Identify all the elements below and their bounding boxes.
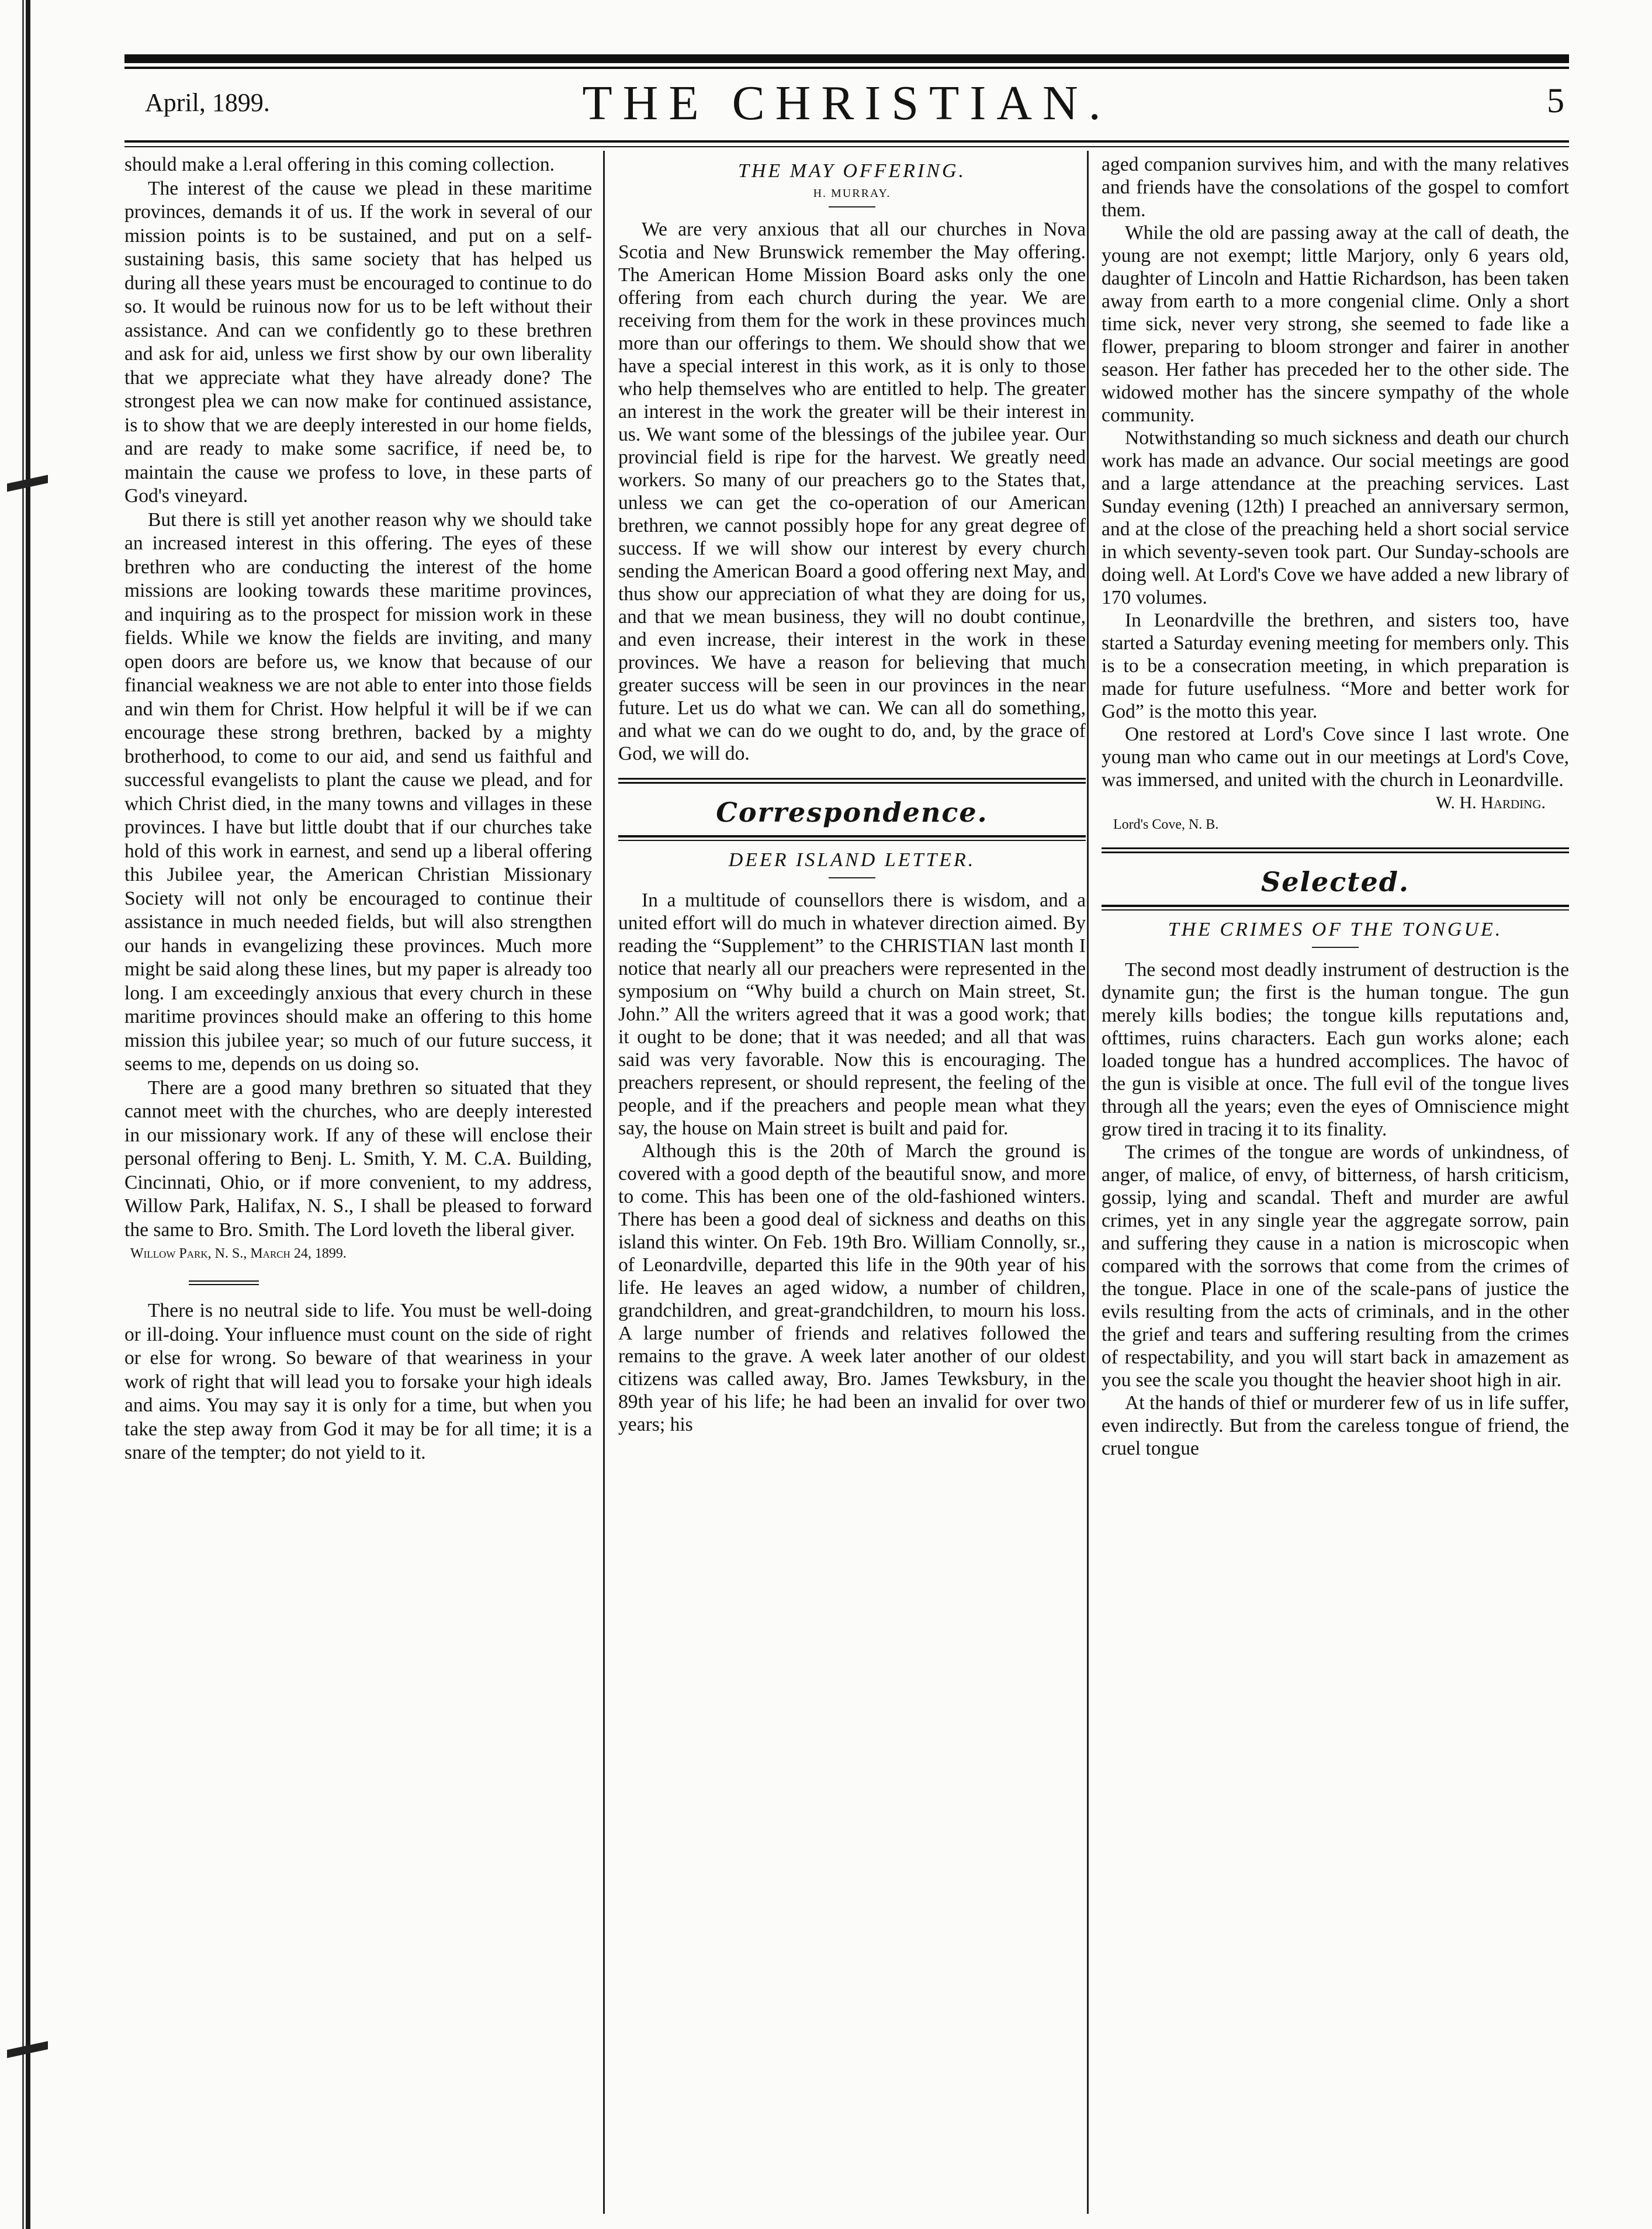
- paragraph: Although this is the 20th of March the ground is covered with a good depth of the beautiful snow, and more to come. This has been one of the old-fashioned winters. There has been a good deal of sickness and deaths on this island this winter. On Feb. 19th Bro. William Connolly, sr., of Leonardville, departed this life in the 90th year of his life. He leaves an aged widow, a number of children, grandchildren, and great-grandchildren, to mourn his loss. A large number of friends and relatives followed the remains to the grave. A week later another of our oldest citizens was called away, Bro. James Tewksbury, in the 89th year of his life; he had been an invalid for over two years; his: [618, 1140, 1086, 1435]
- section-rule-thin: [1102, 909, 1569, 911]
- page-binding-edge: [5, 0, 63, 2229]
- closing-paragraph: There is no neutral side to life. You must be well-doing or ill-doing. Your influence must count on the side of right or else for wrong. So beware of that weariness in your work of right that will lead you to forsake your high ideals and aims. You may say it is only for a time, but when you take the step away from God it may be for all time; it is a snare of the tempter; do not yield to it.: [124, 1300, 592, 1463]
- column-divider: [1087, 151, 1089, 2214]
- paragraph: We are very anxious that all our churches in Nova Scotia and New Brunswick remember the May offering. The American Home Mission Board asks only the one offering from each church during the year. We are receiving from them for the work in these provinces much more than our offerings to them. We should show that we have a special interest in this work, as it is only to those who help themselves who are entitled to help. The greater an interest in the work the greater will be their interest in us. We want some of the blessings of the jubilee year. Our provincial field is ripe for the harvest. We greatly need workers. So many of our preachers go to the States that, unless we can get the co-operation of our American brethren, we cannot possibly hope for any great degree of success. If we will show our interest by every church sending the American Board a good offering next May, and thus show our appreciation of what they are doing for us, and that we mean business, they will no doubt continue, and even increase, their interest in the work in these provinces. We have a reason for believing that much greater success will be seen in our provinces in the near future. Let us do what we can. We can all do something, and what we can do we ought to do, and, by the grace of God, we will do.: [618, 219, 1086, 764]
- paragraph: In a multitude of counsellors there is wisdom, and a united effort will do much in whatever direction aimed. By reading the “Supplement” to the CHRISTIAN last month I notice that nearly all our preachers were represented in the symposium on “Why build a church on Main street, St. John.” All the writers agreed that it was a good work; that it ought to be done; that it was needed; and all that was said was very favorable. Now this is encouraging. The preachers represent, or should represent, the feeling of the people, and if the preachers and people mean what they say, the house on Main street is built and paid for.: [618, 889, 1086, 1139]
- paragraph: At the hands of thief or murderer few of us in life suffer, even indirectly. But from the careless tongue of friend, the cruel tongue: [1102, 1392, 1569, 1459]
- masthead-rule-bottom-thin: [124, 146, 1569, 147]
- section-rule: [1102, 905, 1569, 907]
- section-rule: [618, 835, 1086, 837]
- paragraph: Notwithstanding so much sickness and death our church work has made an advance. Our social meetings are good and a large attendance at the preaching services. Last Sunday evening (12th) I preached an anniversary sermon, and at the close of the preaching held a short social service in which seventy-seven took part. Our Sunday-schools are doing well. At Lord's Cove we have added a new library of 170 volumes.: [1102, 427, 1569, 608]
- masthead: [124, 75, 1569, 136]
- paragraph: One restored at Lord's Cove since I last wrote. One young man who came out in our meetings at Lord's Cove, was immersed, and united with the church in Leonardville.: [1102, 724, 1569, 791]
- article-byline: H. MURRAY.: [813, 187, 891, 200]
- paragraph: The interest of the cause we plead in these maritime provinces, demands it of us. If the work in several of our mission points is to be sustained, and put on a self-sustaining basis, this same society that has helped us during all these years must be encouraged to continue to do so. It would be ruinous now for us to be left without their assistance. And can we confidently go to these brethren and ask for aid, unless we first show by our own liberality that we appreciate what they have already done? The strongest plea we can now make for continued assistance, is to show that we are deeply interested in our home fields, and are ready to make some sacrifice, if need be, to maintain the cause we profess to love, in these parts of God's vineyard.: [124, 177, 592, 507]
- article-title: THE MAY OFFERING.: [737, 160, 967, 182]
- article-title: THE CRIMES OF THE TONGUE.: [1168, 919, 1503, 940]
- masthead-rule-top: [124, 54, 1569, 63]
- column-3: [1102, 153, 1569, 2210]
- separator: [189, 1280, 259, 1285]
- section-heading-correspondence: Correspondence.: [716, 797, 988, 828]
- separator: [829, 206, 875, 207]
- paragraph: The crimes of the tongue are words of unkindness, of anger, of malice, of envy, of bitterness, of harsh criticism, gossip, lying and scandal. Theft and murder are awful crimes, yet in any single year the aggregate sorrow, pain and suffering they cause in a nation is microscopic when compared with the sorrows that come from the crimes of the tongue. Place in one of the scale-pans of justice the evils resulting from the acts of criminals, and in the other the grief and tears and suffering resulting from the crimes of respectability, and you will start back in amazement as you see the scale you thought the heavier shoot high in air.: [1102, 1141, 1569, 1391]
- dateline: Willow Park, N. S., March 24, 1899.: [130, 1246, 347, 1261]
- masthead-rule-top-thin: [124, 67, 1569, 69]
- page-number: 5: [1547, 81, 1564, 120]
- paragraph: The second most deadly instrument of destruction is the dynamite gun; the first is the human tongue. The gun merely kills bodies; the tongue kills reputations and, ofttimes, ruins characters. Each gun works alone; each loaded tongue has a hundred accomplices. The havoc of the gun is visible at once. The full evil of the tongue lives through all the years; even the eyes of Omniscience might grow tired in tracing it to its finality.: [1102, 959, 1569, 1140]
- paragraph: aged companion survives him, and with the many relatives and friends have the consolations of the gospel to comfort them.: [1102, 154, 1569, 221]
- column-divider: [603, 151, 605, 2214]
- article-title: DEER ISLAND LETTER.: [728, 849, 976, 871]
- section-rule: [618, 778, 1086, 784]
- section-rule-thin: [618, 840, 1086, 841]
- paragraph: In Leonardville the brethren, and sisters too, have started a Saturday evening meeting for members only. This is to be a consecration meeting, in which preparation is made for future usefulness. “More and better work for God” is the motto this year.: [1102, 610, 1569, 722]
- section-rule: [1102, 847, 1569, 853]
- signature: W. H. Harding.: [1435, 793, 1546, 812]
- publication-title: THE CHRISTIAN.: [582, 76, 1111, 130]
- issue-date: April, 1899.: [145, 88, 270, 117]
- section-heading-selected: Selected.: [1261, 866, 1409, 898]
- separator: [1312, 947, 1359, 948]
- column-1: [124, 153, 592, 2210]
- separator: [829, 877, 875, 878]
- paragraph: But there is still yet another reason why we should take an increased interest in this offering. The eyes of these brethren who are conducting the interest of the home missions are looking towards these maritime provinces, and inquiring as to the prospect for mission work in these fields. While we know the fields are inviting, and many open doors are before us, we know that because of our financial weakness we are not able to enter into those fields and win them for Christ. How helpful it will be if we can encourage these strong brethren, backed by a mighty brotherhood, to come to our aid, and send us faithful and successful evangelists to plant the cause we plead, and for which Christ died, in the many towns and villages in these provinces. I have but little doubt that if our churches take hold of this work in earnest, and send up a liberal offering this Jubilee year, the American Christian Missionary Society will not only be encouraged to continue their assistance in much needed fields, but will also strengthen our hands in evangelizing these provinces. Much more might be said along these lines, but my paper is already too long. I am exceedingly anxious that every church in these maritime provinces should make an offering to this home mission this jubilee year; so much of our future success, it seems to me, depends on us doing so.: [124, 508, 592, 1075]
- paragraph: There are a good many brethren so situated that they cannot meet with the churches, who are deeply interested in our missionary work. If any of these will enclose their personal offering to Benj. L. Smith, Y. M. C.A. Building, Cincinnati, Ohio, or if more convenient, to my address, Willow Park, Halifax, N. S., I shall be pleased to forward the same to Bro. Smith. The Lord loveth the liberal giver.: [124, 1077, 592, 1241]
- column-2: [618, 153, 1086, 2210]
- paragraph: While the old are passing away at the call of death, the young are not exempt; little Marjory, only 6 years old, daughter of Lincoln and Hattie Richardson, has been taken away from earth to a more congenial clime. Only a short time sick, never very strong, she seemed to fade like a flower, preparing to bloom stronger and fairer in another season. Her father has preceded her to the other side. The widowed mother has the sincere sympathy of the whole community.: [1102, 222, 1569, 426]
- paragraph: should make a l.eral offering in this coming collection.: [124, 154, 555, 175]
- masthead-rule-bottom: [124, 140, 1569, 143]
- place-line: Lord's Cove, N. B.: [1113, 817, 1219, 832]
